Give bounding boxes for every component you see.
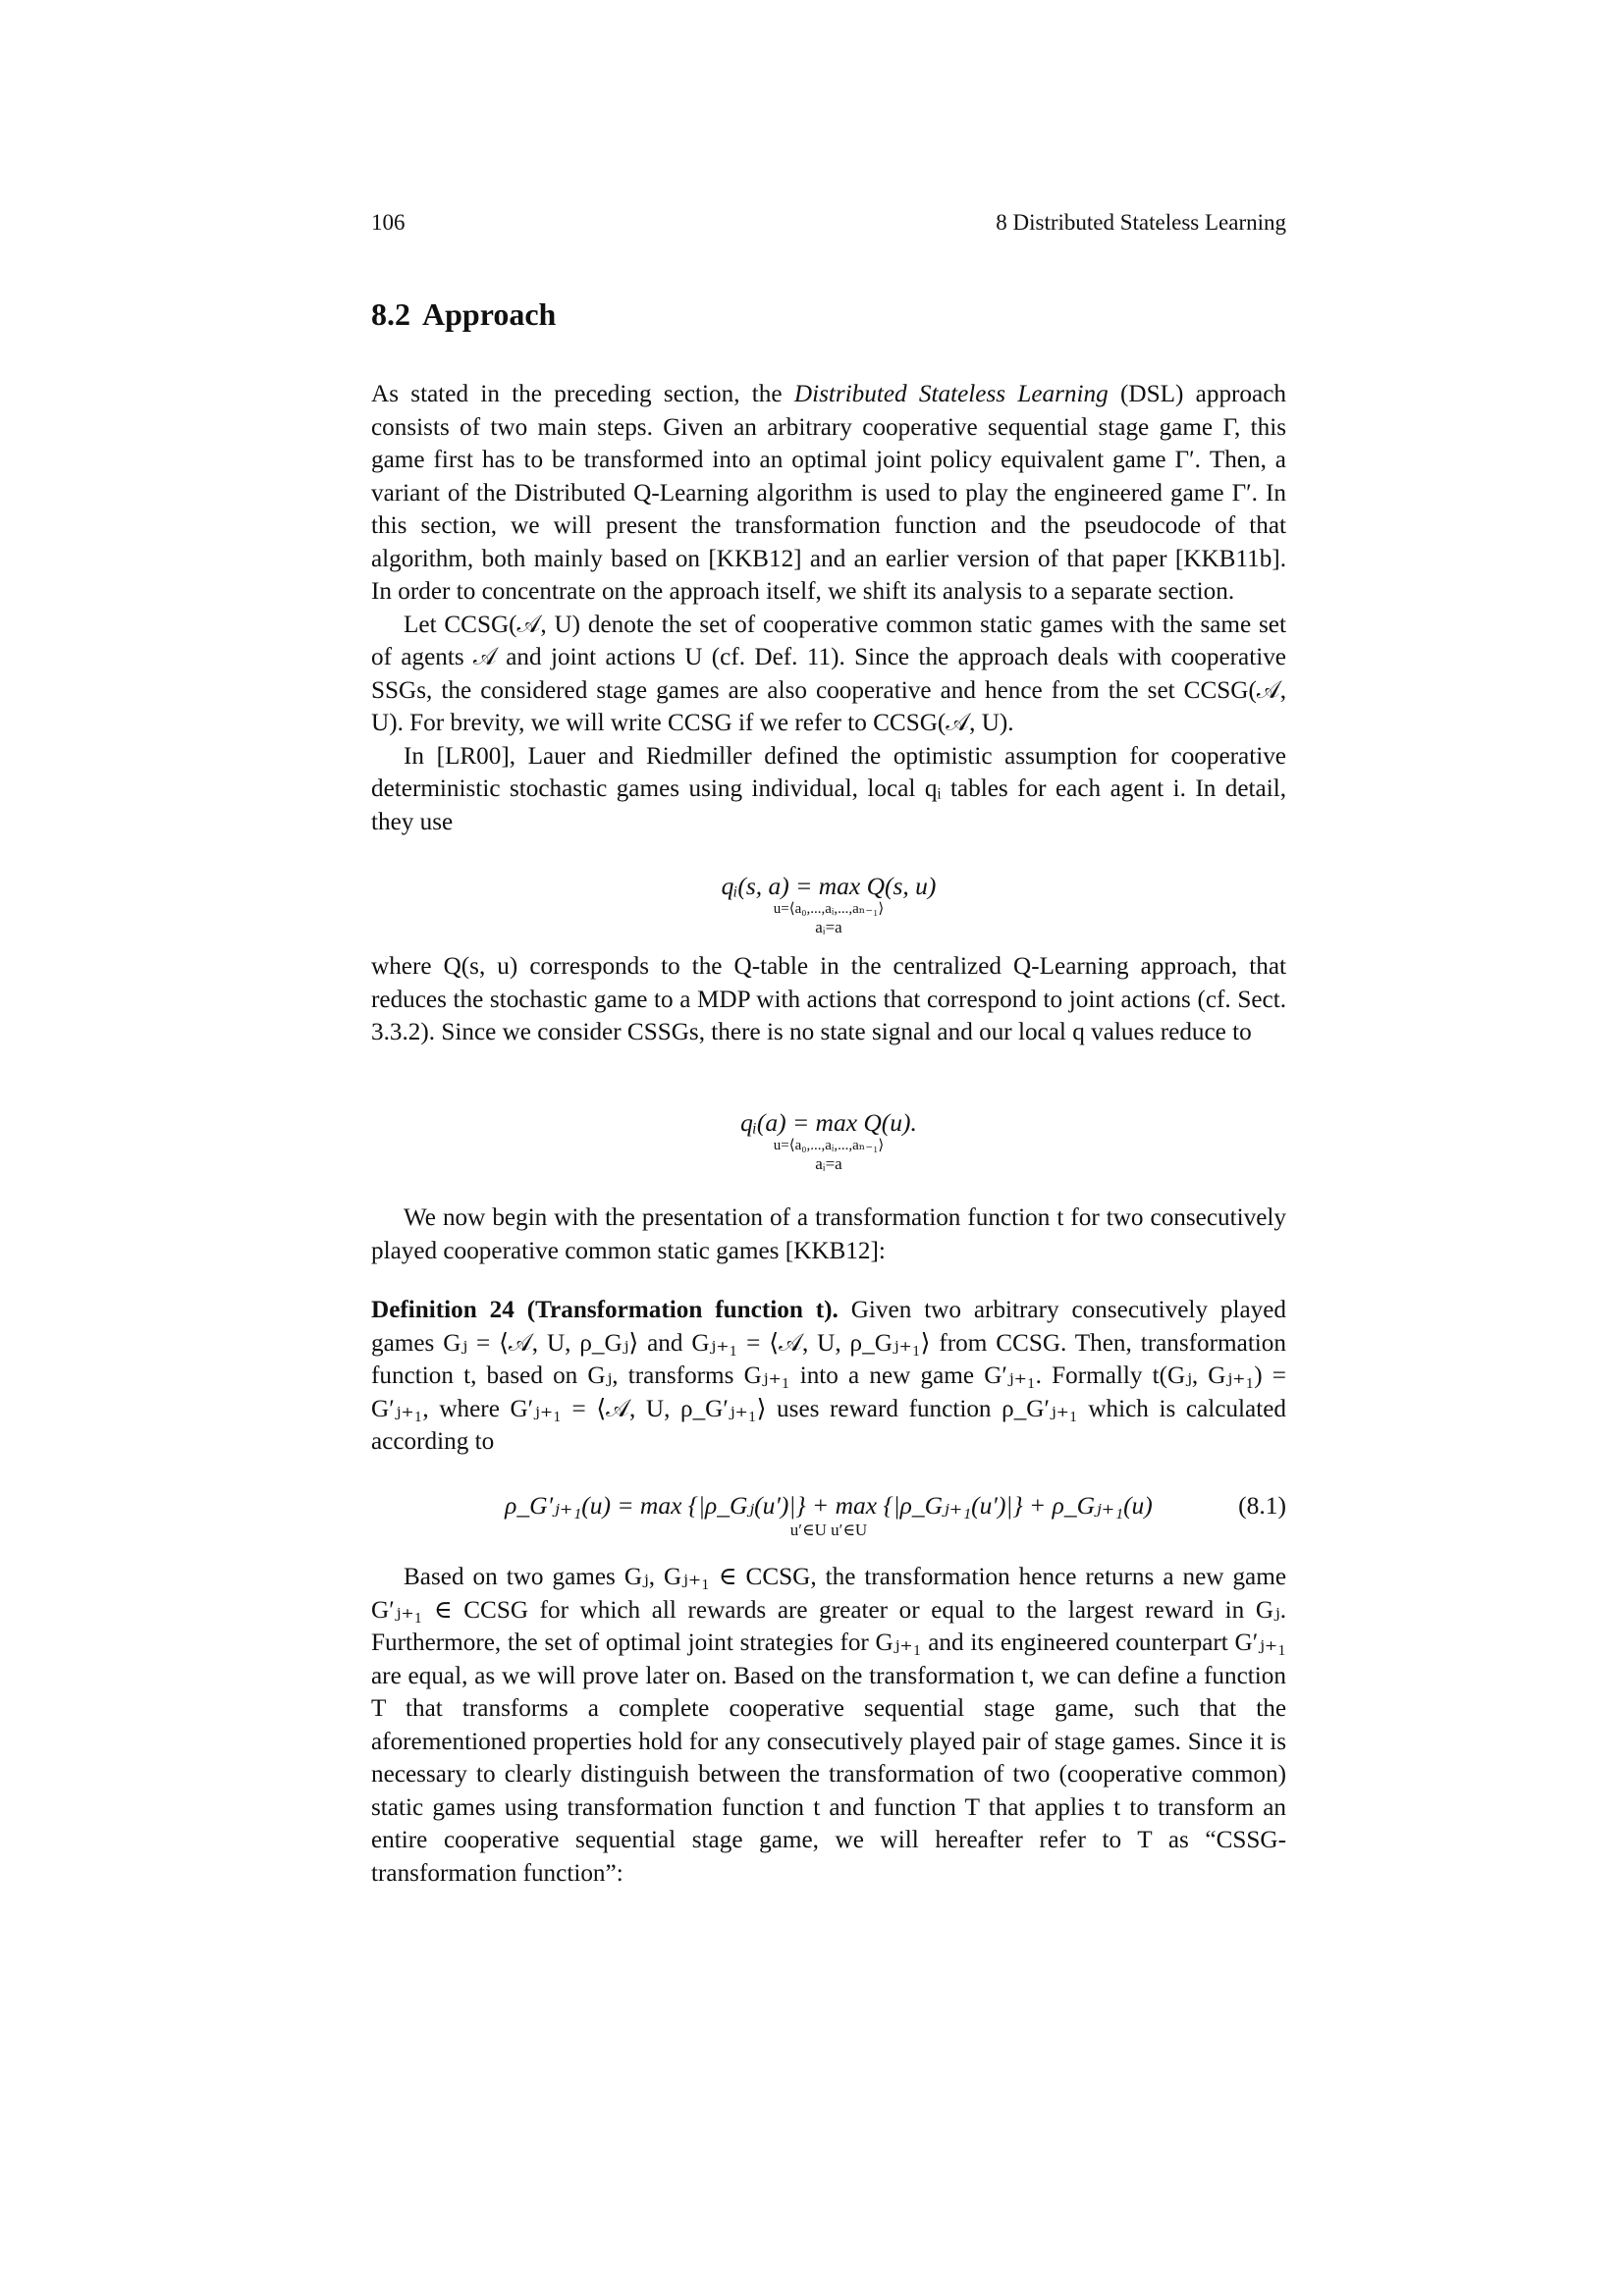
paragraph-1-text-b: (DSL) approach consists of two main steps. Given an arbitrary cooperative sequential stage game Γ, this game first has to be transformed into an optimal joint policy equivalent game Γ′. Then, a variant of the Distributed Q-Learning algorithm is used to play the engineered game Γ′. In this section, we will present the transformation function and the pseudocode of that algorithm, both mainly based on [KKB12] and an earlier version of that paper [KKB11b]. In order to concentrate on the approach itself, we shift its analysis to a separate section. (371, 381, 1286, 605)
chapter-title: 8 Distributed Stateless Learning (996, 210, 1286, 235)
paragraph-2: Let CCSG(𝒜, U) denote the set of cooperative common static games with the same set of agents 𝒜 and joint actions U (cf. Def. 11). Since the approach deals with cooperative SSGs, the considered stage games are also cooperative and hence from the set CCSG(𝒜, U). For brevity, we will write CCSG if we refer to CCSG(𝒜, U). (371, 611, 1286, 736)
equation-1-main: qᵢ(s, a) = max Q(s, u) (721, 872, 937, 900)
equation-3-subscript: u′∈U u′∈U (789, 1521, 868, 1539)
equation-2-main: qᵢ(a) = max Q(u). (740, 1108, 917, 1137)
equation-3-main: ρ_G′ⱼ₊₁(u) = max {|ρ_Gⱼ(u′)|} + max {|ρ_Gⱼ₊₁(u′)|} + ρ_Gⱼ₊₁(u) (505, 1491, 1153, 1520)
equation-number: (8.1) (1238, 1491, 1286, 1520)
equation-1-subscript: u=⟨a₀,...,aᵢ,...,aₙ₋₁⟩ (773, 901, 885, 917)
equation-2-subscript-condition: aᵢ=a (815, 1154, 842, 1173)
paragraph-1 (371, 378, 1286, 609)
section-heading (371, 296, 556, 333)
paragraph-4: where Q(s, u) corresponds to the Q-table in the centralized Q-Learning approach, that reduces the stochastic game to a MDP with actions that correspond to joint actions (cf. Sect. 3.3.2). Since we consider CSSGs, there is no state signal and our local q values reduce to (371, 953, 1286, 1045)
equation-2-subscript: u=⟨a₀,...,aᵢ,...,aₙ₋₁⟩ (773, 1138, 885, 1153)
definition-paragraph (371, 1294, 1286, 1459)
body-block-4 (371, 1561, 1286, 1890)
equation-1 (371, 872, 1286, 936)
body-block-1 (371, 378, 1286, 838)
page-number: 106 (371, 210, 406, 235)
section-number: 8.2 (371, 296, 410, 332)
definition-body: Given two arbitrary consecutively played games Gⱼ = ⟨𝒜, U, ρ_Gⱼ⟩ and Gⱼ₊₁ = ⟨𝒜, U, ρ_Gⱼ₊₁⟩ from CCSG. Then, transformation function t, based on Gⱼ, transforms Gⱼ₊₁ into a new game G′ⱼ₊₁. Formally t(Gⱼ, Gⱼ₊₁) = G′ⱼ₊₁, where G′ⱼ₊₁ = ⟨𝒜, U, ρ_G′ⱼ₊₁⟩ uses reward function ρ_G′ⱼ₊₁ which is calculated according to (371, 1297, 1287, 1455)
paragraph-6: Based on two games Gⱼ, Gⱼ₊₁ ∈ CCSG, the transformation hence returns a new game G′ⱼ₊₁ ∈ CCSG for which all rewards are greater or equal to the largest reward in Gⱼ. Furthermore, the set of optimal joint strategies for Gⱼ₊₁ and its engineered counterpart G′ⱼ₊₁ are equal, as we will prove later on. Based on the transformation t, we can define a function T that transforms a complete cooperative sequential stage game, such that the aforementioned properties hold for any consecutively played pair of stage games. Since it is necessary to clearly distinguish between the transformation of two (cooperative common) static games using transformation function t and function T that applies t to transform an entire cooperative sequential stage game, we will hereafter refer to T as “CSSG-transformation function”: (371, 1564, 1286, 1887)
equation-1-subscript-condition: aᵢ=a (815, 918, 842, 936)
section-title: Approach (422, 296, 557, 332)
paragraph-3: In [LR00], Lauer and Riedmiller defined the optimistic assumption for cooperative deterministic stochastic games using individual, local qᵢ tables for each agent i. In detail, they use (371, 742, 1286, 835)
body-block-3 (371, 1201, 1286, 1267)
paragraph-1-emphasis: Distributed Stateless Learning (793, 381, 1109, 407)
equation-3 (371, 1491, 1286, 1539)
definition-heading: Definition 24 (Transformation function t). (371, 1297, 839, 1323)
body-block-2 (371, 950, 1286, 1049)
paragraph-5: We now begin with the presentation of a transformation function t for two consecutively played cooperative common static games [KKB12]: (371, 1204, 1286, 1264)
paragraph-1-text-a: As stated in the preceding section, the (371, 381, 794, 407)
definition-24 (371, 1294, 1286, 1459)
equation-2 (371, 1108, 1286, 1173)
